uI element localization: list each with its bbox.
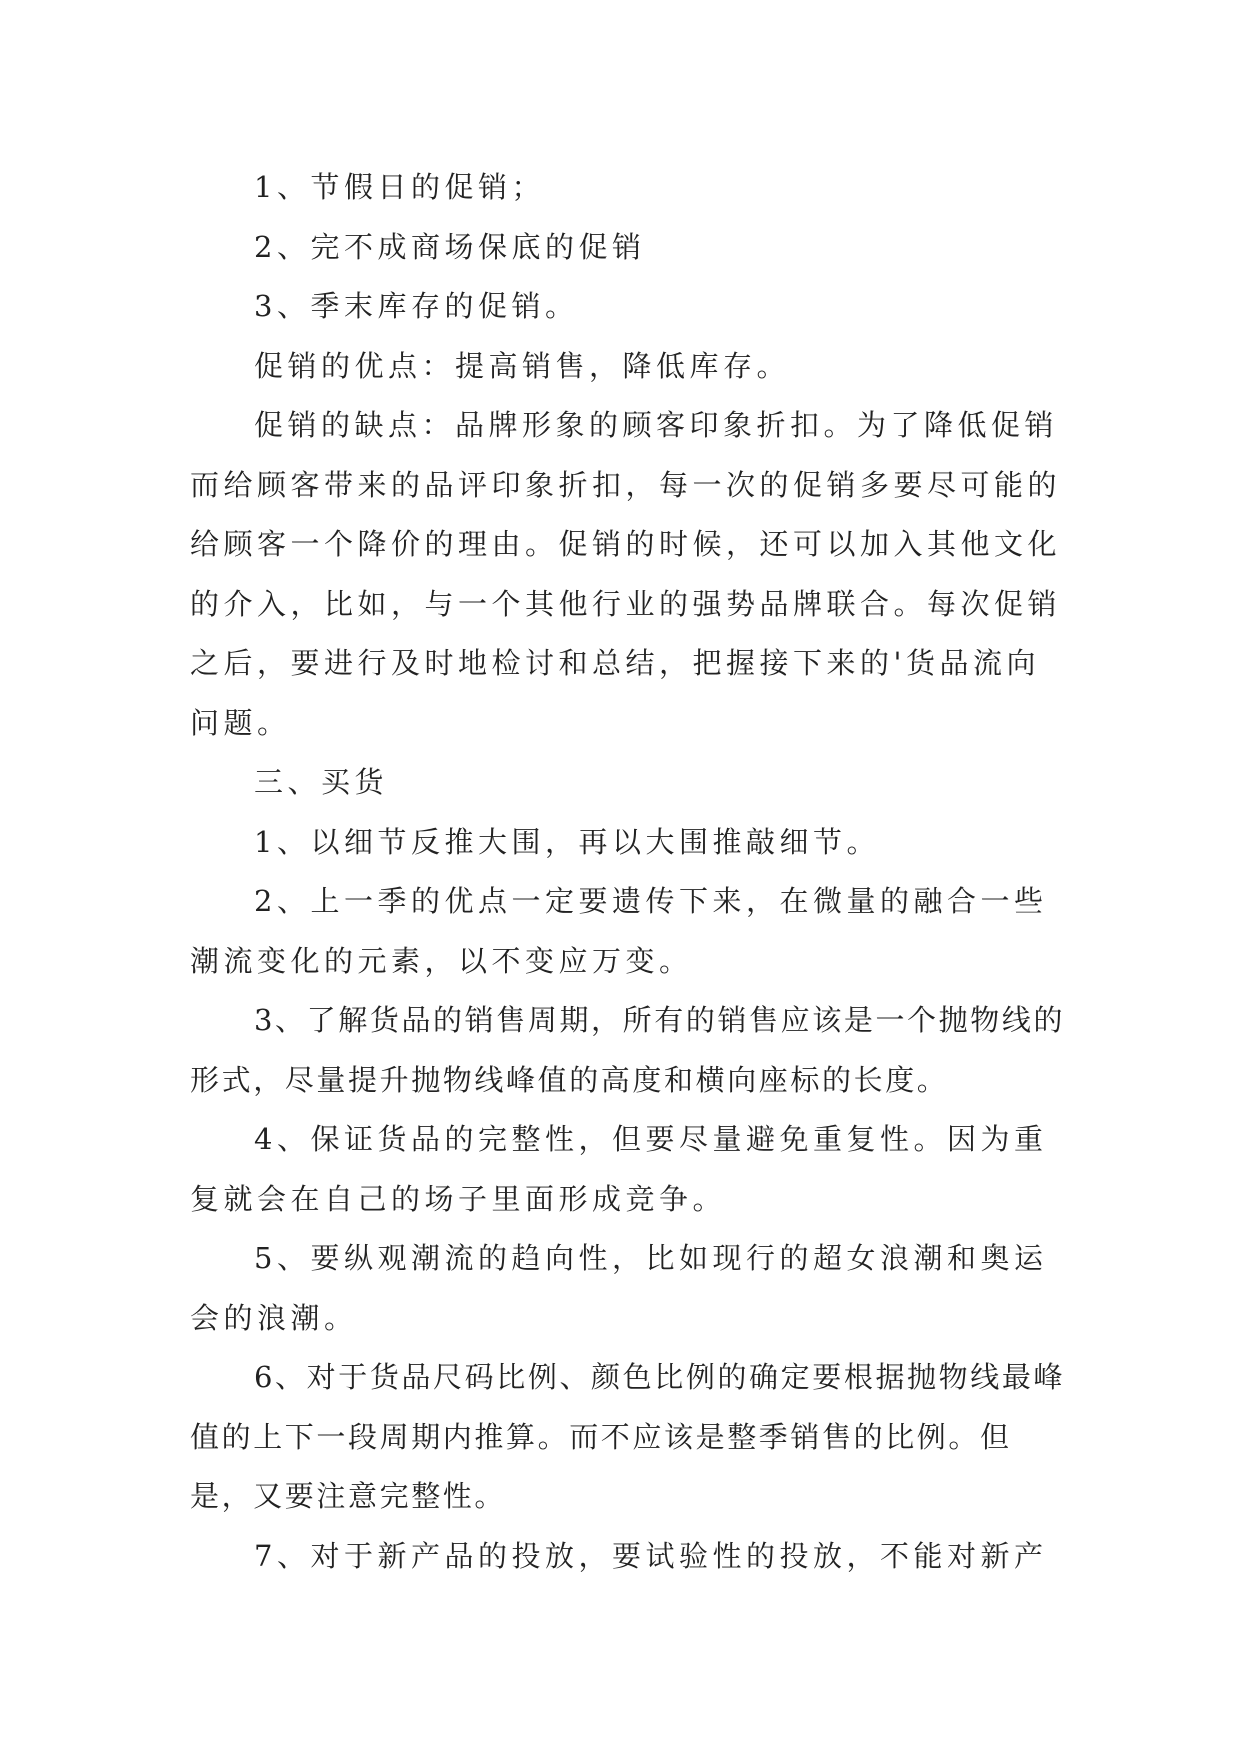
section-heading-buying: 三、买货 (254, 765, 389, 799)
paragraph-promotion-disadvantages: 促销的缺点：品牌形象的顾客印象折扣。为了降低促销而给顾客带来的品评印象折扣，每一次的促销多要尽可能的给顾客一个降价的理由。促销的时候，还可以加入其他文化的介入，比如，与一个其他行业的强势品牌联合。每次促销之后，要进行及时地检讨和总结，把握接下来的'货品流向问题。 (190, 408, 1062, 740)
paragraph-season-end-promotion: 3、季末库存的促销。 (254, 289, 579, 323)
paragraph-buying-4: 4、保证货品的完整性，但要尽量避免重复性。因为重复就会在自己的场子里面形成竞争。 (190, 1122, 1048, 1216)
paragraph-mall-minimum-promotion: 2、完不成商场保底的促销 (254, 229, 646, 264)
paragraph-buying-5: 5、要纵观潮流的趋向性，比如现行的超女浪潮和奥运会的浪潮。 (190, 1241, 1048, 1335)
paragraph-buying-7: 7、对于新产品的投放，要试验性的投放，不能对新产 (254, 1538, 1048, 1573)
paragraph-holiday-promotion: 1、节假日的促销； (254, 170, 545, 204)
paragraph-buying-2: 2、上一季的优点一定要遗传下来，在微量的融合一些潮流变化的元素，以不变应万变。 (190, 884, 1048, 978)
paragraph-buying-3: 3、了解货品的销售周期，所有的销售应该是一个抛物线的形式，尽量提升抛物线峰值的高度和横向座标的长度。 (190, 1003, 1066, 1097)
paragraph-buying-1: 1、以细节反推大围，再以大围推敲细节。 (254, 824, 880, 859)
document-body (190, 158, 1070, 1586)
paragraph-promotion-advantages: 促销的优点：提高销售，降低库存。 (254, 348, 791, 383)
paragraph-buying-6: 6、对于货品尺码比例、颜色比例的确定要根据抛物线最峰值的上下一段周期内推算。而不应该是整季销售的比例。但是，又要注意完整性。 (190, 1360, 1066, 1513)
